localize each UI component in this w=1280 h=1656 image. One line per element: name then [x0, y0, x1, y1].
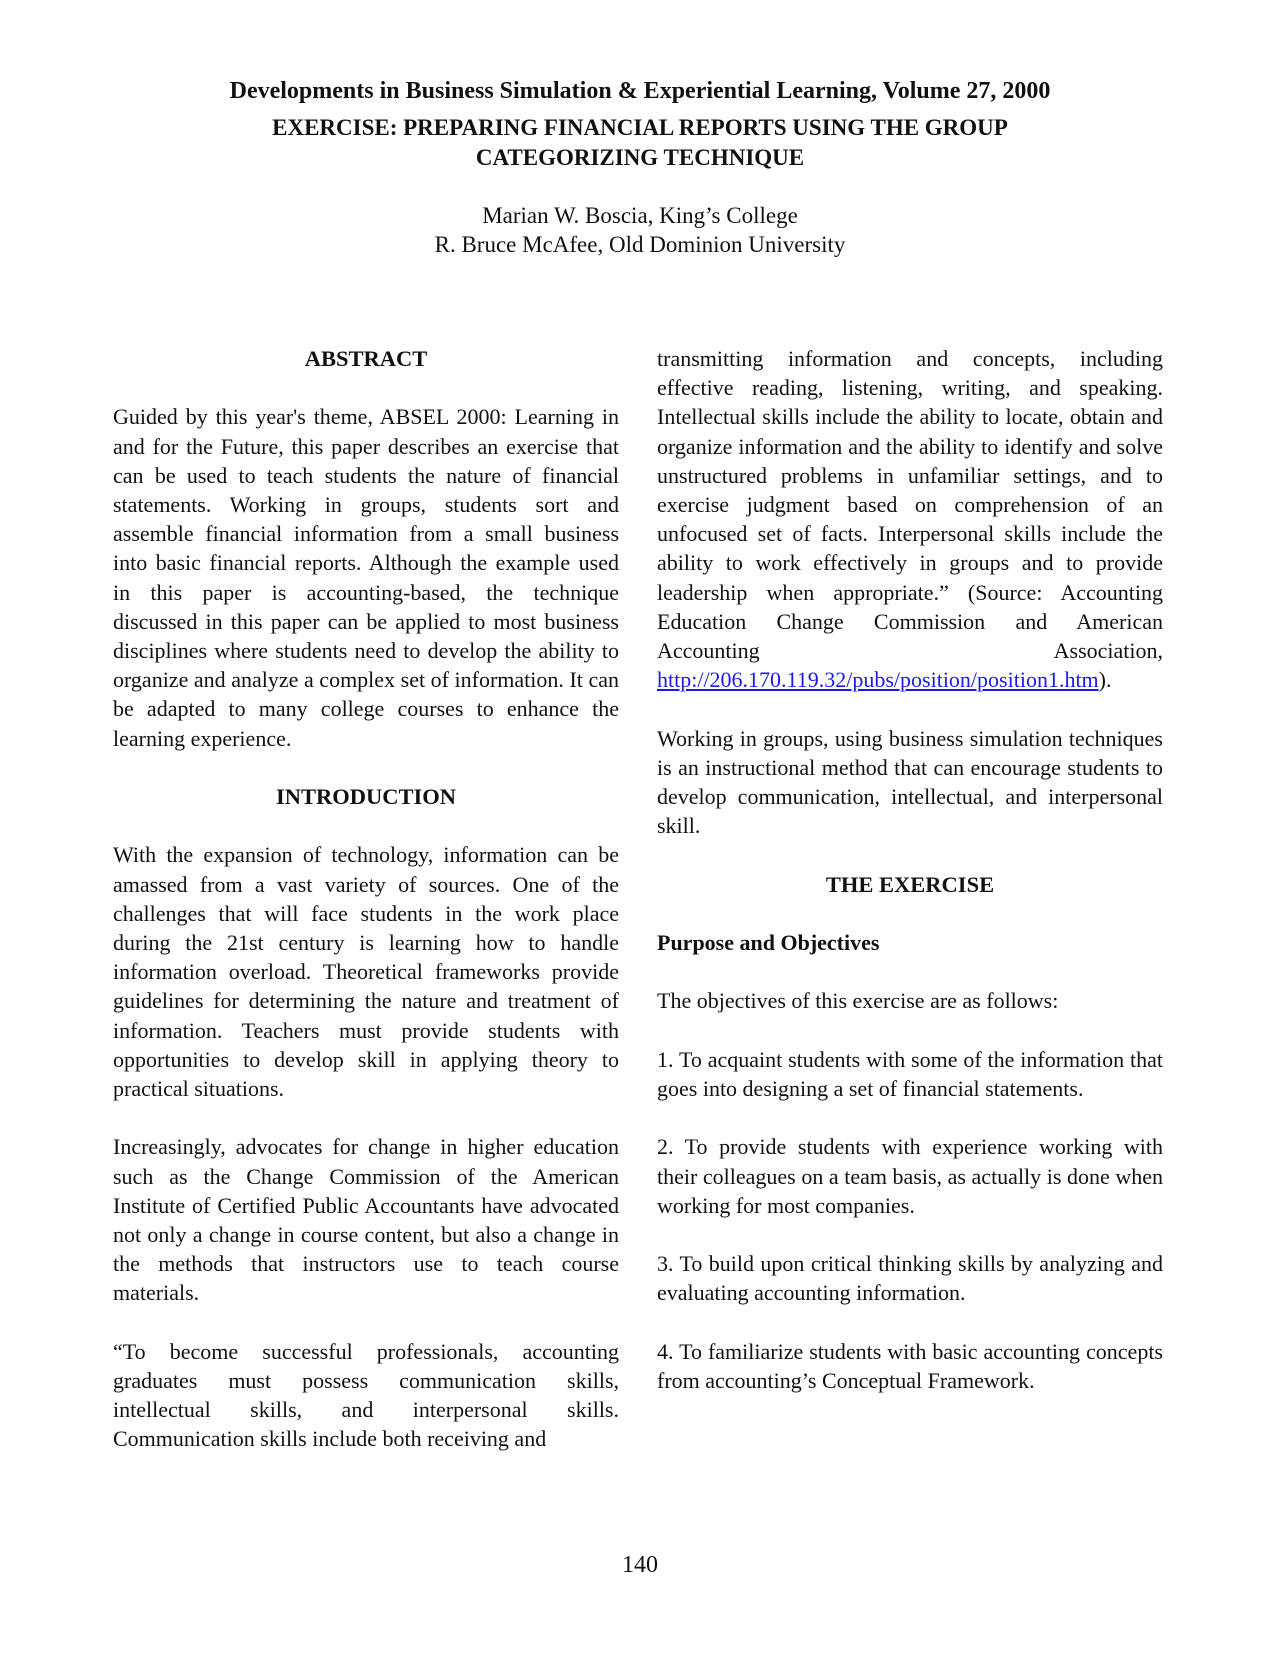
journal-header: Developments in Business Simulation & Experiential Learning, Volume 27, 2000 [229, 78, 1051, 104]
paper-title-line2: CATEGORIZING TECHNIQUE [475, 145, 805, 170]
purpose-heading: Purpose and Objectives [657, 930, 880, 956]
author-1: Marian W. Boscia, King’s College [482, 203, 798, 228]
abstract-text: Guided by this year's theme, ABSEL 2000: Learning in and for the Future, this paper describes an exercise that can be used to teach students the nature of financial statements. Working in groups, students sort and assemble financial information from a small business into basic financial reports. Although the example used in this paper is accounting-based, the technique discussed in this paper can be applied to most business disciplines where students need to develop the ability to organize and analyze a complex set of information. It can be adapted to many college courses to enhance the learning experience. [113, 404, 619, 751]
groups-paragraph: Working in groups, using business simulation techniques is an instructional method that can encourage students to develop communication, intellectual, and interpersonal skill. [657, 725, 1163, 839]
quote-end: ). [1098, 667, 1112, 693]
left-column [113, 344, 619, 1483]
objectives-intro: The objectives of this exercise are as follows: [657, 988, 1059, 1014]
abstract-heading: ABSTRACT [304, 346, 428, 371]
objective-1: 1. To acquaint students with some of the information that goes into designing a set of financial statements. [657, 1046, 1163, 1101]
exercise-heading: THE EXERCISE [825, 871, 995, 897]
quote-text: transmitting information and concepts, including effective reading, listening, writing, and speaking. Intellectual skills include the ability to locate, obtain and organize information and the ability to identify and solve unstructured problems in unfamiliar settings, and to exercise judgment based on comprehension of an unfocused set of facts. Interpersonal skills include the ability to work effectively in groups and to provide leadership when appropriate.” (Source: Accounting Education Change Commission and American Accounting Association, [657, 346, 1163, 664]
objective-4: 4. To familiarize students with basic accounting concepts from accounting’s Conceptual Framework. [657, 1338, 1163, 1393]
objective-2: 2. To provide students with experience working with their colleagues on a team basis, as actually is done when working for most companies. [657, 1134, 1163, 1218]
quote-paragraph-start: “To become successful professionals, accounting graduates must possess communication skills, intellectual skills, and interpersonal skills. Communication skills include both receiving and [113, 1338, 619, 1452]
page-number: 140 [622, 1552, 658, 1578]
right-column [657, 344, 1163, 1424]
intro-paragraph-1: With the expansion of technology, information can be amassed from a vast variety of sources. One of the challenges that will face students in the work place during the 21st century is learning how to handle information overload. Theoretical frameworks provide guidelines for determining the nature and treatment of information. Teachers must provide students with opportunities to develop skill in applying theory to practical situations. [113, 842, 619, 1102]
objective-3: 3. To build upon critical thinking skills by analyzing and evaluating accounting information. [657, 1251, 1163, 1306]
introduction-heading: INTRODUCTION [275, 784, 457, 810]
paper-title [0, 113, 1280, 173]
quote-paragraph-continued [657, 344, 1163, 694]
source-link[interactable]: http://206.170.119.32/pubs/position/position1.htm [657, 667, 1099, 693]
author-list [0, 201, 1280, 259]
paper-title-line1: EXERCISE: PREPARING FINANCIAL REPORTS USING THE GROUP [272, 115, 1008, 140]
intro-paragraph-2: Increasingly, advocates for change in higher education such as the Change Commission of the American Institute of Certified Public Accountants have advocated not only a change in course content, but also a change in the methods that instructors use to teach course materials. [113, 1134, 619, 1306]
author-2: R. Bruce McAfee, Old Dominion University [434, 232, 846, 257]
